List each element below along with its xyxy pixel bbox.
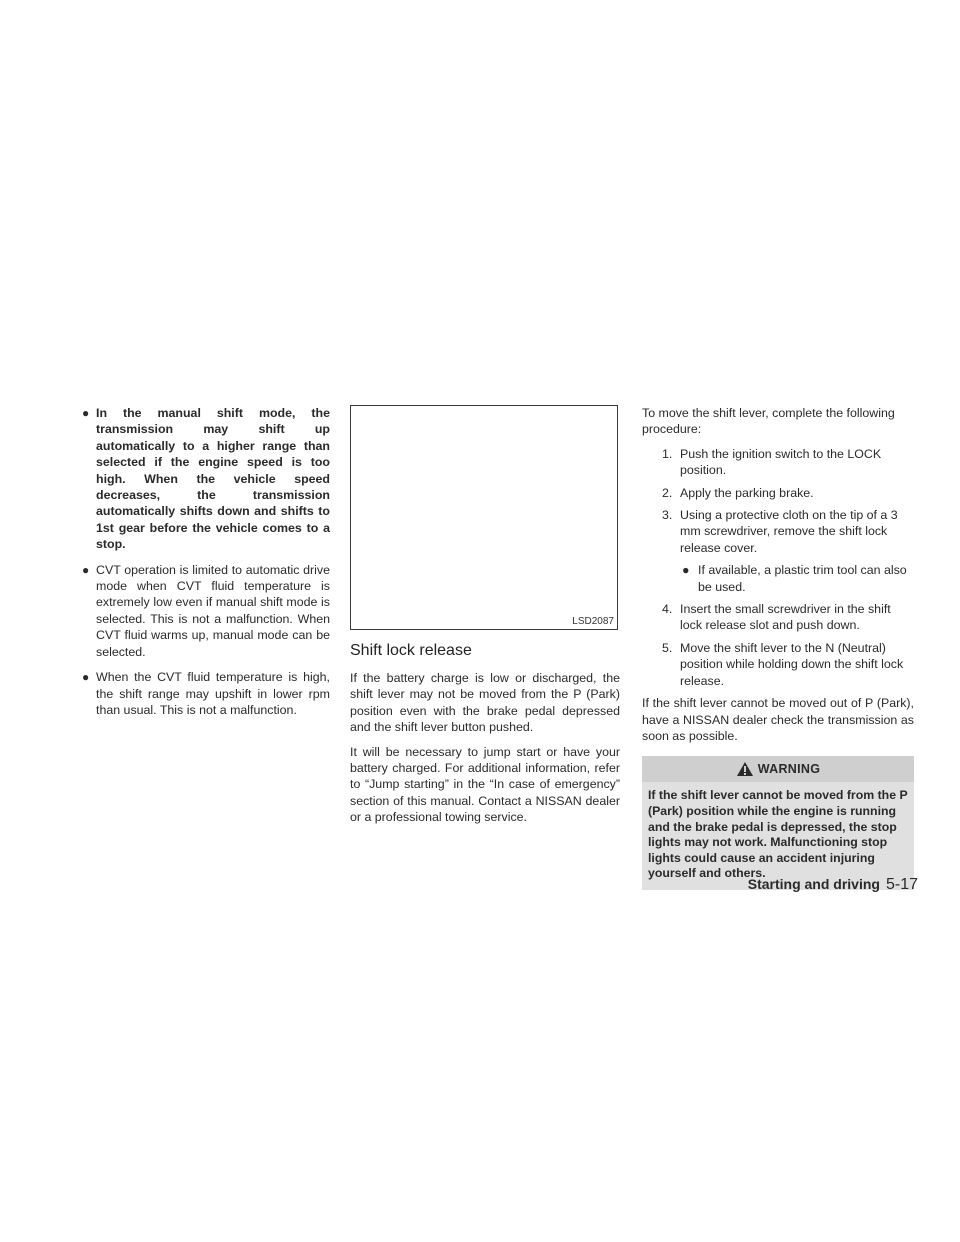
step-2 [642,485,914,501]
bullet-dot-icon: ● [82,562,90,577]
page-number: 5-17 [885,876,918,893]
page-footer [748,876,918,894]
procedure-steps [642,446,914,689]
step-text: Using a protective cloth on the tip of a 3 mm screwdriver, remove the shift lock release cover. [680,508,898,555]
paragraph-battery: If the battery charge is low or discharged, the shift lever may not be moved from the P (Park) position even with the brake pedal depressed and the shift lever button pushed. [350,671,620,735]
substep-text: If available, a plastic trim tool can also be used. [698,563,907,594]
bullet-cvt-low-temp [80,562,330,660]
step-text: Apply the parking brake. [680,485,814,500]
step-text: Push the ignition switch to the LOCK position. [680,446,882,478]
step-4 [642,601,914,634]
step-number: 3. [662,508,673,523]
paragraph-dealer-check: If the shift lever cannot be moved out of P (Park), have a NISSAN dealer check the transmission as soon as possible. [642,696,914,743]
figure-frame [350,405,618,630]
step-number: 1. [662,446,673,461]
figure-id: LSD2087 [572,616,614,627]
bullet-dot-icon: ● [82,670,90,685]
procedure-intro: To move the shift lever, complete the following procedure: [642,406,895,437]
warning-text: If the shift lever cannot be moved from the P (Park) position while the engine is running and the brake pedal is depressed, the stop lights may not work. Malfunctioning stop lights could cause an accident injuring yourself and others. [648,788,908,881]
step-1 [642,446,914,479]
column-right [642,405,914,890]
warning-box [642,756,914,890]
step-number: 2. [662,485,673,500]
footer-section-name: Starting and driving [747,876,880,892]
bullet-dot-icon: ● [82,406,90,420]
step-3 [642,507,914,556]
step-text: Insert the small screwdriver in the shift lock release slot and push down. [680,602,891,633]
substep-trim-tool [642,562,914,595]
bullet-text: In the manual shift mode, the transmission may shift up automatically to a higher range than selected if the engine speed is too high. When the vehicle speed decreases, the transmission automatically shifts down and shifts to 1st gear before the vehicle comes to a stop. [96,406,330,552]
step-number: 4. [662,602,673,617]
paragraph-jump-start: It will be necessary to jump start or have your battery charged. For additional information, refer to “Jump starting” in the “In case of emergency” section of this manual. Contact a NISSAN dealer or a professional towing service. [350,744,620,825]
bullet-cvt-high-temp [80,669,330,718]
bullet-manual-shift [80,405,330,553]
bullet-text: When the CVT fluid temperature is high, the shift range may upshift in lower rpm than usual. This is not a malfunction. [96,670,330,717]
column-middle [350,405,620,834]
step-text: Move the shift lever to the N (Neutral) position while holding down the shift lock release. [680,640,904,688]
warning-title: WARNING [757,762,821,777]
warning-triangle-icon [736,761,754,777]
bullet-dot-icon: ● [682,563,690,578]
section-title: Shift lock release [350,642,472,659]
step-5 [642,640,914,689]
step-number: 5. [662,640,673,655]
column-left [80,405,330,727]
bullet-text: CVT operation is limited to automatic drive mode when CVT fluid temperature is extremely low even if manual shift mode is selected. This is not a malfunction. When CVT fluid warms up, manual mode can be selected. [96,562,330,659]
warning-header [642,756,914,782]
